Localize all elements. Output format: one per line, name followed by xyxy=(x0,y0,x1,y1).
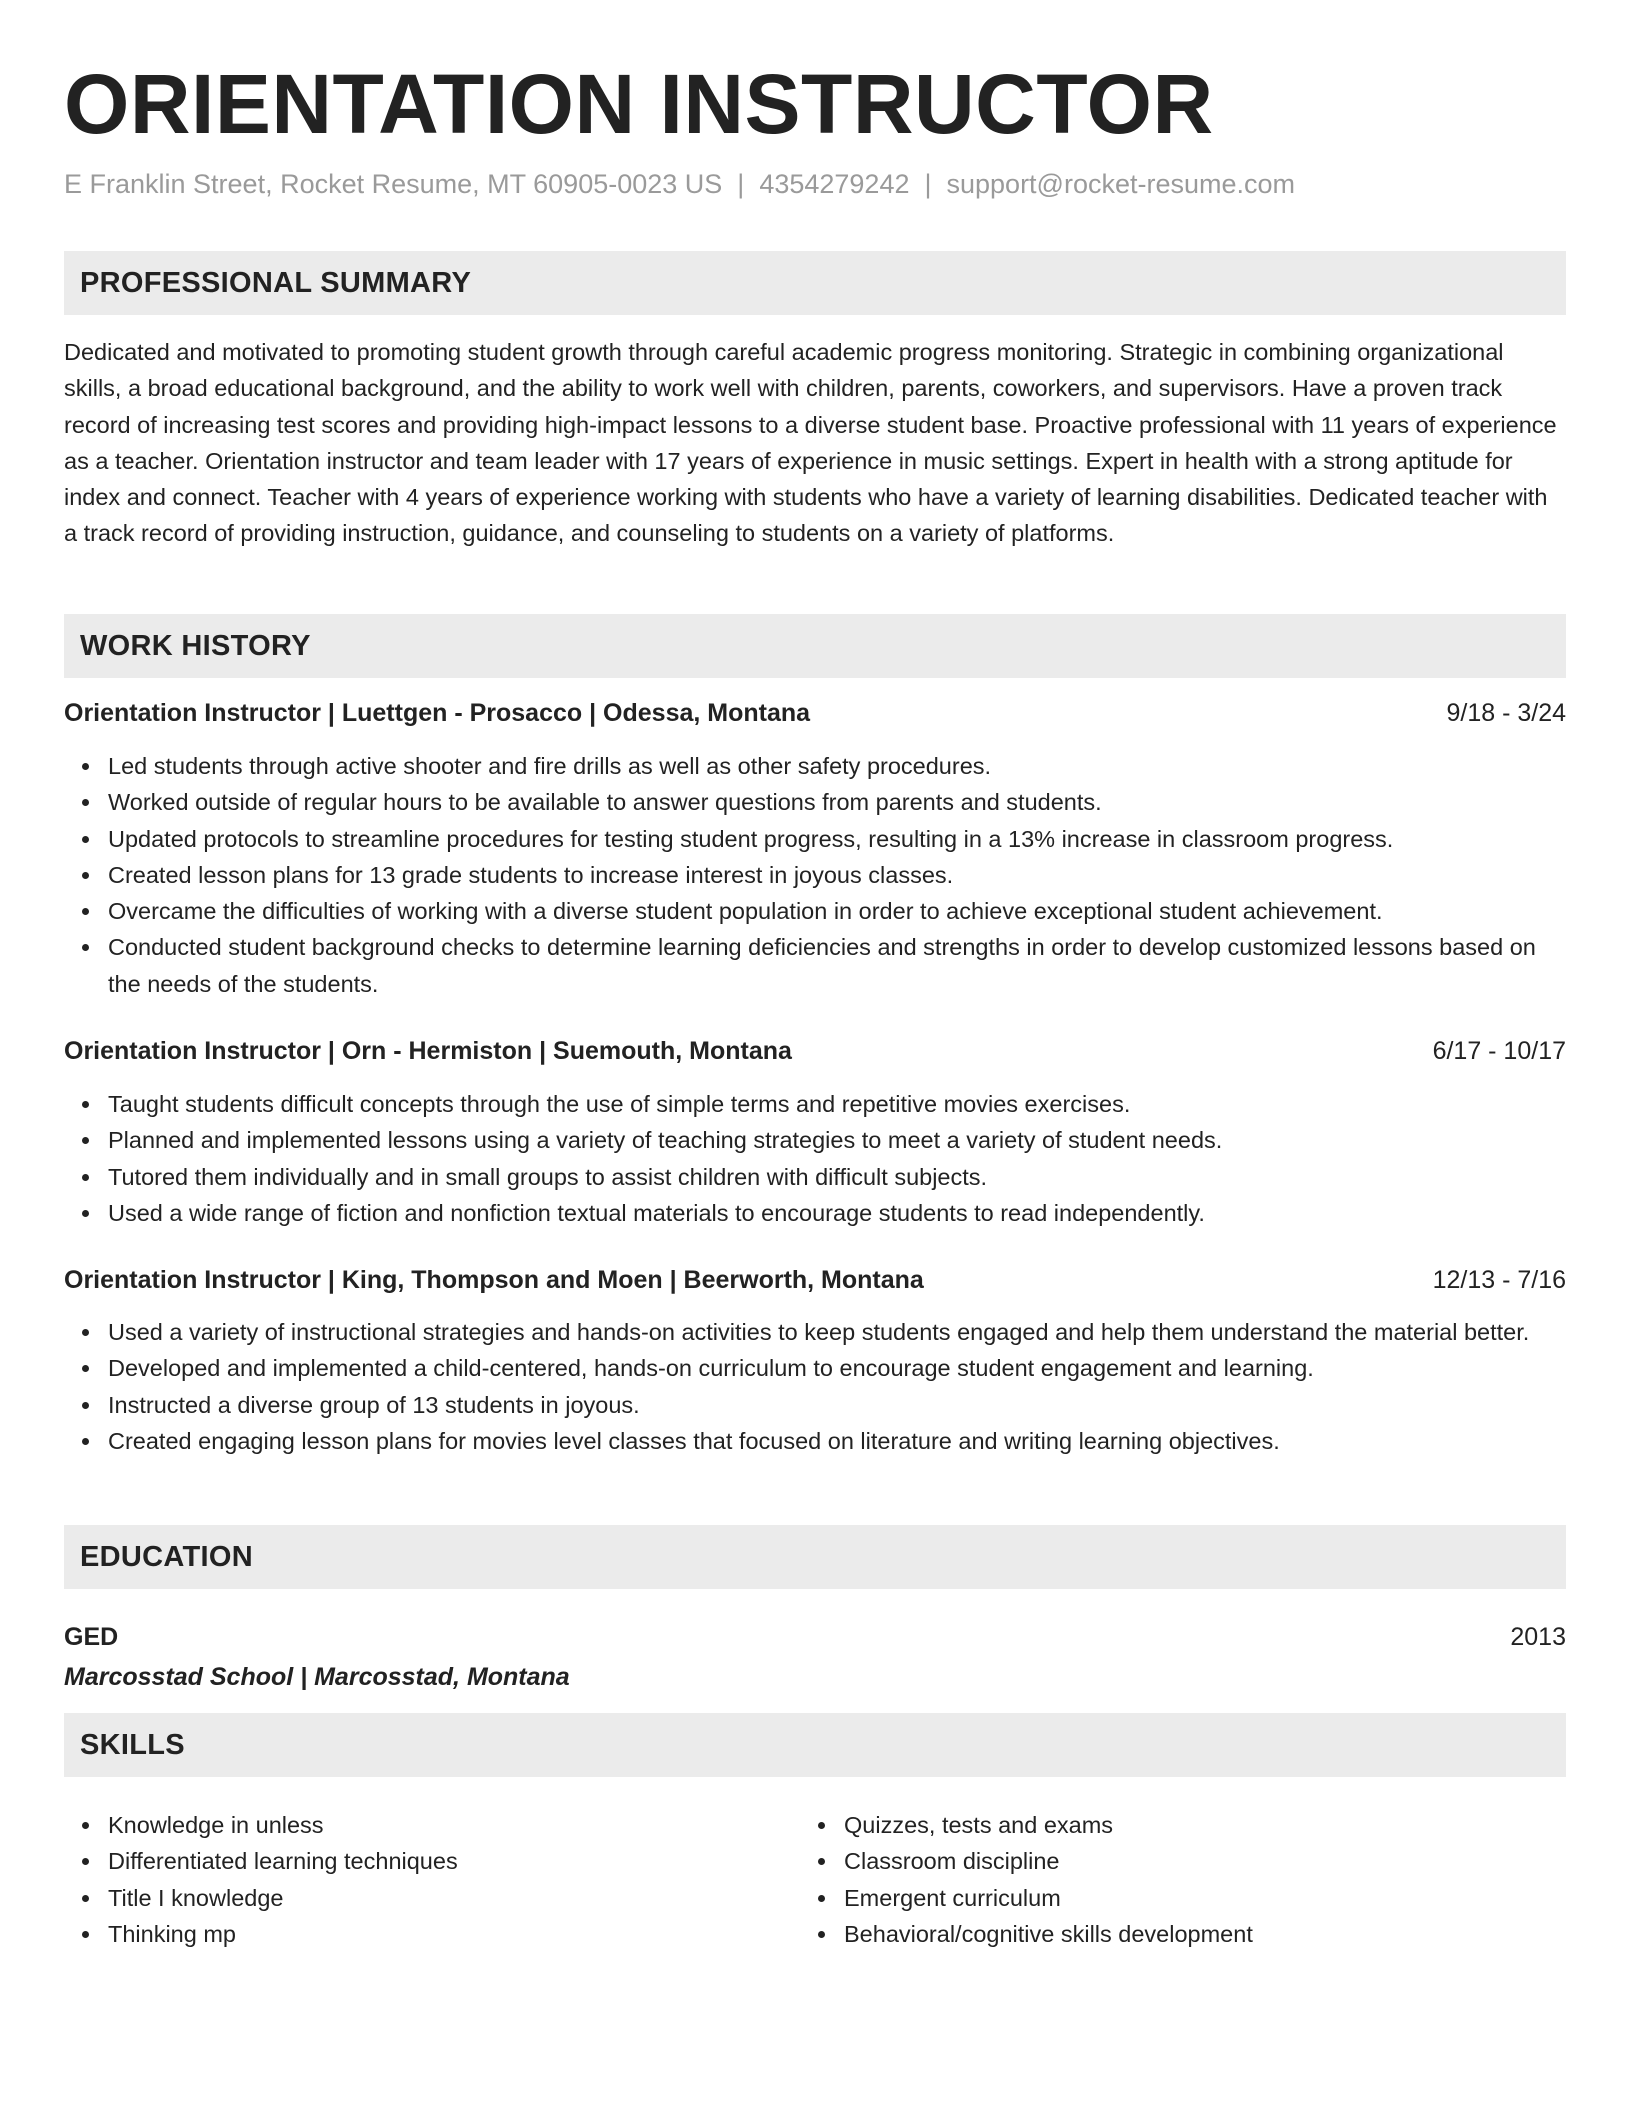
job-bullet-list xyxy=(64,1314,1566,1459)
skill-item: Differentiated learning techniques xyxy=(64,1843,1566,1879)
job-bullet: Worked outside of regular hours to be available to answer questions from parents and students. xyxy=(64,784,1566,820)
skill-item: Quizzes, tests and exams xyxy=(800,1807,1632,1843)
job-dates: 12/13 - 7/16 xyxy=(1432,1266,1566,1294)
summary-text: Dedicated and motivated to promoting student growth through careful academic progress monitoring. Strategic in combining organizational skills, a broad educational background, and the ability to work well with children, parents, coworkers, and supervisors. Have a proven track record of increasing test scores and providing high-impact lessons to a diverse student base. Proactive professional with 11 years of experience as a teacher. Orientation instructor and team leader with 17 years of experience in music settings. Expert in health with a strong aptitude for index and connect. Teacher with 4 years of experience working with students who have a variety of learning disabilities. Dedicated teacher with a track record of providing instruction, guidance, and counseling to students on a variety of platforms. xyxy=(64,339,1557,547)
contact-separator: | xyxy=(737,169,745,199)
job-bullet-list xyxy=(64,1086,1566,1231)
contact-phone: 4354279242 xyxy=(759,169,910,199)
contact-email: support@rocket-resume.com xyxy=(946,169,1296,199)
contact-address: E Franklin Street, Rocket Resume, MT 60905-0023 US xyxy=(64,169,723,199)
skill-item: Thinking mp xyxy=(64,1916,1566,1952)
job-dates: 6/17 - 10/17 xyxy=(1432,1037,1566,1065)
skill-item: Emergent curriculum xyxy=(800,1880,1632,1916)
section-header-work-history: WORK HISTORY xyxy=(64,614,1566,678)
job-bullet: Instructed a diverse group of 13 students in joyous. xyxy=(64,1387,1566,1423)
job-bullet: Planned and implemented lessons using a variety of teaching strategies to meet a variety of student needs. xyxy=(64,1122,1566,1158)
job-bullet: Used a variety of instructional strategies and hands-on activities to keep students engaged and help them understand the material better. xyxy=(64,1314,1566,1350)
job-title: Orientation Instructor | Luettgen - Prosacco | Odessa, Montana xyxy=(64,699,811,727)
skill-item: Title I knowledge xyxy=(64,1880,1566,1916)
job-title: Orientation Instructor | Orn - Hermiston | Suemouth, Montana xyxy=(64,1037,792,1065)
job-bullet-list xyxy=(64,748,1566,1002)
job-bullet: Updated protocols to streamline procedures for testing student progress, resulting in a 13% increase in classroom progress. xyxy=(64,821,1566,857)
job-bullet: Conducted student background checks to determine learning deficiencies and strengths in order to develop customized lessons based on the needs of the students. xyxy=(64,929,1566,1002)
skill-item: Classroom discipline xyxy=(800,1843,1632,1879)
section-header-education: EDUCATION xyxy=(64,1525,1566,1589)
education-school: Marcosstad School | Marcosstad, Montana xyxy=(64,1663,570,1691)
section-header-summary: PROFESSIONAL SUMMARY xyxy=(64,251,1566,315)
job-bullet: Overcame the difficulties of working with a diverse student population in order to achieve exceptional student achievement. xyxy=(64,893,1566,929)
skills-list-right xyxy=(800,1807,1632,1952)
contact-separator: | xyxy=(924,169,932,199)
job-bullet: Used a wide range of fiction and nonfiction textual materials to encourage students to read independently. xyxy=(64,1195,1566,1231)
section-header-skills: SKILLS xyxy=(64,1713,1566,1777)
candidate-name: ORIENTATION INSTRUCTOR xyxy=(64,57,1214,151)
education-year: 2013 xyxy=(1510,1623,1566,1651)
education-degree: GED xyxy=(64,1623,119,1651)
job-bullet: Taught students difficult concepts through the use of simple terms and repetitive movies exercises. xyxy=(64,1086,1566,1122)
job-bullet: Developed and implemented a child-centered, hands-on curriculum to encourage student engagement and learning. xyxy=(64,1350,1566,1386)
job-title: Orientation Instructor | King, Thompson and Moen | Beerworth, Montana xyxy=(64,1266,924,1294)
skill-item: Behavioral/cognitive skills development xyxy=(800,1916,1632,1952)
job-bullet: Led students through active shooter and fire drills as well as other safety procedures. xyxy=(64,748,1566,784)
skill-item: Knowledge in unless xyxy=(64,1807,1566,1843)
contact-line xyxy=(64,166,1295,202)
job-bullet: Created lesson plans for 13 grade students to increase interest in joyous classes. xyxy=(64,857,1566,893)
job-dates: 9/18 - 3/24 xyxy=(1446,699,1566,727)
job-bullet: Tutored them individually and in small groups to assist children with difficult subjects. xyxy=(64,1159,1566,1195)
job-bullet: Created engaging lesson plans for movies level classes that focused on literature and writing learning objectives. xyxy=(64,1423,1566,1459)
